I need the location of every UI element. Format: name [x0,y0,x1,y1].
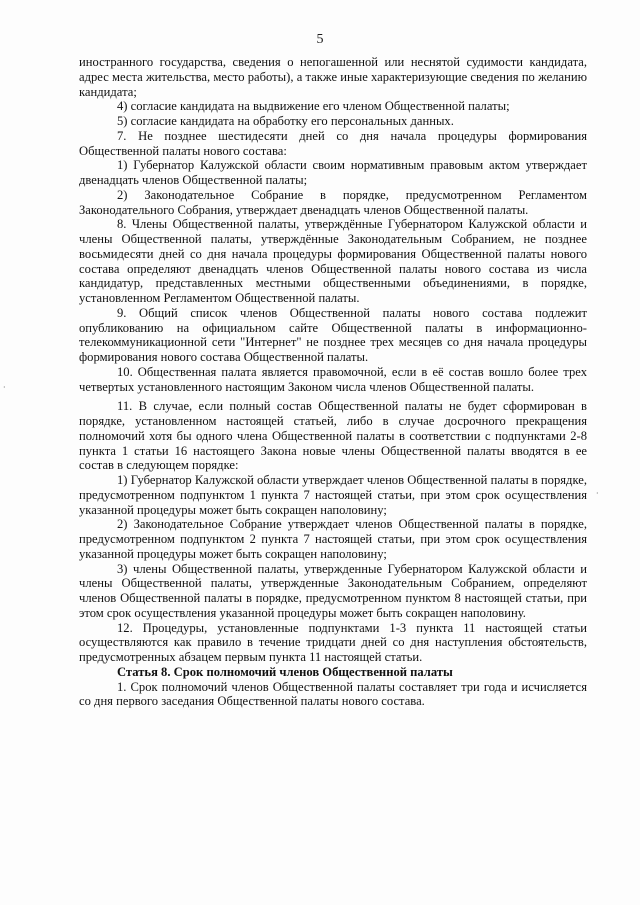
paragraph-clause-7-1: 1) Губернатор Калужской области своим нормативным правовым актом утверждает двенадцать членов Общественной палаты; [79,158,587,187]
paragraph-item-4: 4) согласие кандидата на выдвижение его членом Общественной палаты; [117,99,510,114]
document-body [79,55,587,709]
article-paragraph-1: 1. Срок полномочий членов Общественной палаты составляет три года и исчисляется со дня первого заседания Общественной палаты нового состава. [79,679,587,709]
paragraph-clause-8: 8. Члены Общественной палаты, утверждённые Губернатором Калужской области и члены Общественной палаты, утверждённые Законодательным Собранием, не позднее восьмидесяти дней со дня начала процедуры формирования Общественной палаты нового состава определяют двенадцать членов Общественной палаты нового состава из числа кандидатур, представленных местными общественными объединениями, в порядке, установленном Регламентом Общественной палаты. [79,217,587,305]
paragraph-clause-11-3: 3) члены Общественной палаты, утвержденные Губернатором Калужской области и члены Общественной палаты, утвержденные Законодательным Собранием, определяют членов Общественной палаты в порядке, предусмотренном пунктом 8 настоящей статьи, при этом срок осуществления указанной процедуры может быть сокращен наполовину. [79,561,587,620]
paragraph-clause-7: 7. Не позднее шестидесяти дней со дня начала процедуры формирования Общественной палаты нового состава: [79,128,587,158]
article-heading: Статья 8. Срок полномочий членов Общественной палаты [117,664,453,679]
paragraph-clause-10: 10. Общественная палата является правомочной, если в её состав вошло более трех четвертых установленного настоящим Законом числа членов Общественной палаты. [79,364,587,394]
paragraph-clause-11-2: 2) Законодательное Собрание утверждает членов Общественной палаты в порядке, предусмотренном подпунктом 2 пункта 7 настоящей статьи, при этом срок осуществления указанной процедуры может быть сокращен наполовину; [79,517,587,561]
paragraph-clause-12: 12. Процедуры, установленные подпунктами 1-3 пункта 11 настоящей статьи осуществляются как правило в течение тридцати дней со дня наступления обстоятельств, предусмотренных абзацем первым пункта 11 настоящей статьи. [79,620,587,664]
page-number: 5 [316,32,324,47]
paragraph-continuation: иностранного государства, сведения о непогашенной или неснятой судимости кандидата, адрес места жительства, место работы), а также иные характеризующие сведения по желанию кандидата; [79,55,587,99]
paragraph-clause-11: 11. В случае, если полный состав Общественной палаты не будет сформирован в порядке, установленном настоящей статьей, либо в случае досрочного прекращения полномочий хотя бы одного члена Общественной палаты в соответствии с подпунктами 2-8 пункта 1 статьи 16 настоящего Закона новые члены Общественной палаты вводятся в ее состав в следующем порядке: [79,399,587,473]
paragraph-clause-9: 9. Общий список членов Общественной палаты нового состава подлежит опубликованию на официальном сайте Общественной палаты в информационно-телекоммуникационной сети "Интернет" не позднее трех месяцев со дня начала процедуры формирования нового состава Общественной палаты. [79,305,587,364]
paragraph-item-5: 5) согласие кандидата на обработку его персональных данных. [117,114,454,128]
paragraph-clause-7-2: 2) Законодательное Собрание в порядке, предусмотренном Регламентом Законодательного Собрания, утверждает двенадцать членов Общественной палаты. [79,187,587,217]
paragraph-clause-11-1: 1) Губернатор Калужской области утверждает членов Общественной палаты в порядке, предусмотренном подпунктом 1 пункта 7 настоящей статьи, при этом срок осуществления указанной процедуры может быть сокращен наполовину; [79,473,587,517]
scan-speck: · [596,489,599,498]
scan-speck: · [3,383,6,392]
